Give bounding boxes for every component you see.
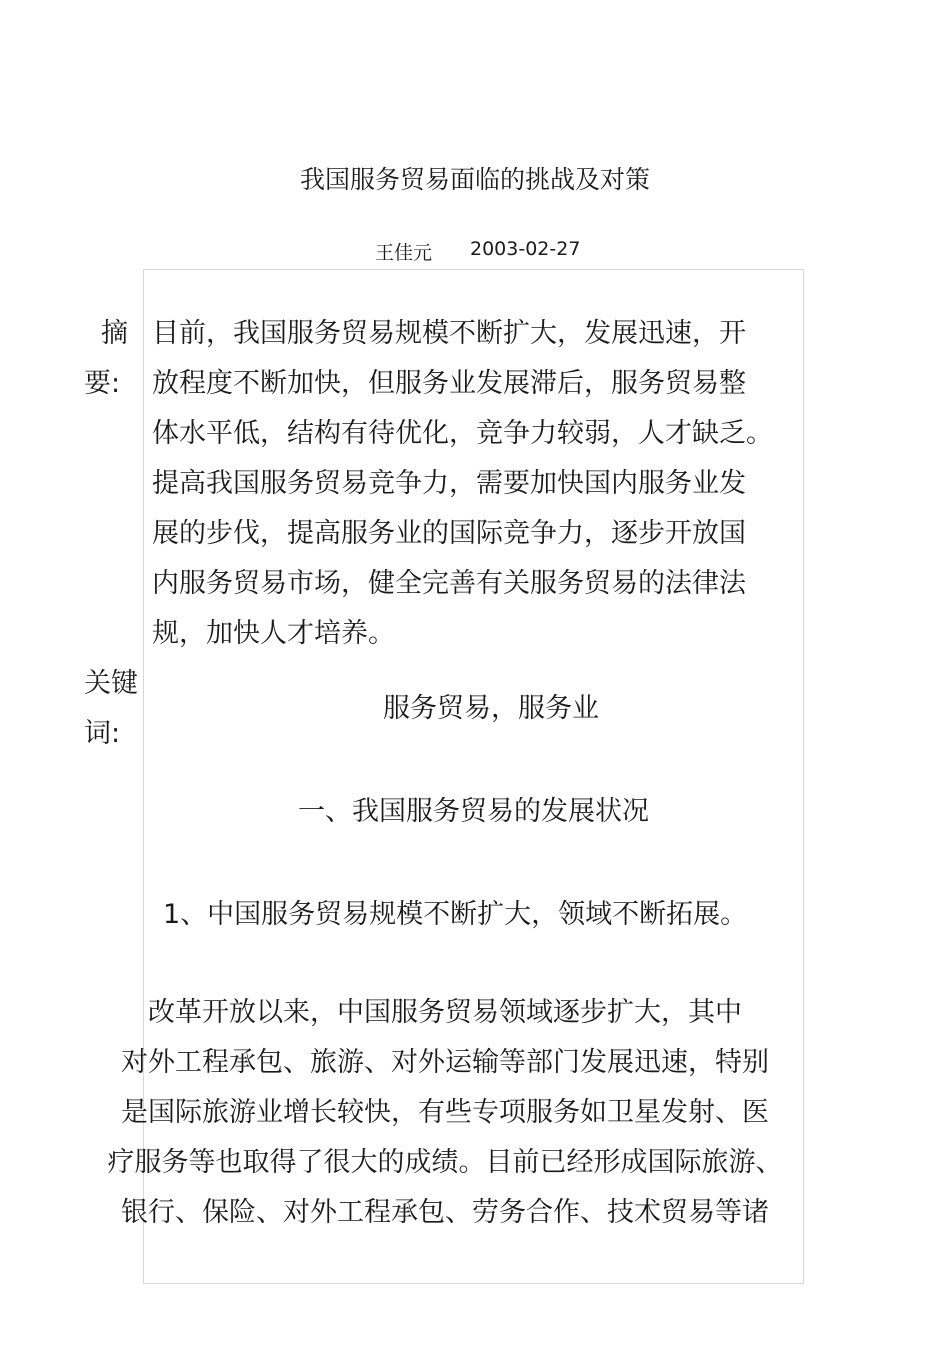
abstract-line: 规，加快人才培养。 bbox=[152, 618, 395, 649]
abstract-line: 体水平低，结构有待优化，竞争力较弱，人才缺乏。 bbox=[152, 418, 773, 449]
abstract-label-bottom: 要: bbox=[84, 368, 121, 399]
abstract-label-top: 摘 bbox=[101, 318, 128, 349]
body-line: 银行、保险、对外工程承包、劳务合作、技术贸易等诸 bbox=[121, 1197, 769, 1228]
abstract-line: 提高我国服务贸易竞争力，需要加快国内服务业发 bbox=[152, 468, 746, 499]
keywords-label-bottom: 词: bbox=[84, 718, 121, 749]
body-line: 是国际旅游业增长较快，有些专项服务如卫星发射、医 bbox=[121, 1097, 769, 1128]
section-heading: 一、我国服务贸易的发展状况 bbox=[298, 796, 649, 827]
author-name: 王佳元 bbox=[375, 242, 433, 264]
body-line: 对外工程承包、旅游、对外运输等部门发展迅速，特别 bbox=[121, 1047, 769, 1078]
subheading: 1、中国服务贸易规模不断扩大，领域不断拓展。 bbox=[163, 899, 748, 930]
publish-date: 2003-02-27 bbox=[470, 238, 581, 260]
body-line: 改革开放以来，中国服务贸易领域逐步扩大，其中 bbox=[148, 997, 742, 1028]
abstract-line: 放程度不断加快，但服务业发展滞后，服务贸易整 bbox=[152, 368, 746, 399]
abstract-line: 目前，我国服务贸易规模不断扩大，发展迅速，开 bbox=[152, 318, 746, 349]
document-title: 我国服务贸易面临的挑战及对策 bbox=[299, 165, 650, 194]
abstract-line: 内服务贸易市场，健全完善有关服务贸易的法律法 bbox=[152, 568, 746, 599]
body-line: 疗服务等也取得了很大的成绩。目前已经形成国际旅游、 bbox=[107, 1147, 783, 1178]
abstract-line: 展的步伐，提高服务业的国际竞争力，逐步开放国 bbox=[152, 518, 746, 549]
keywords-value: 服务贸易，服务业 bbox=[383, 693, 599, 724]
keywords-label-top: 关键 bbox=[84, 668, 138, 699]
